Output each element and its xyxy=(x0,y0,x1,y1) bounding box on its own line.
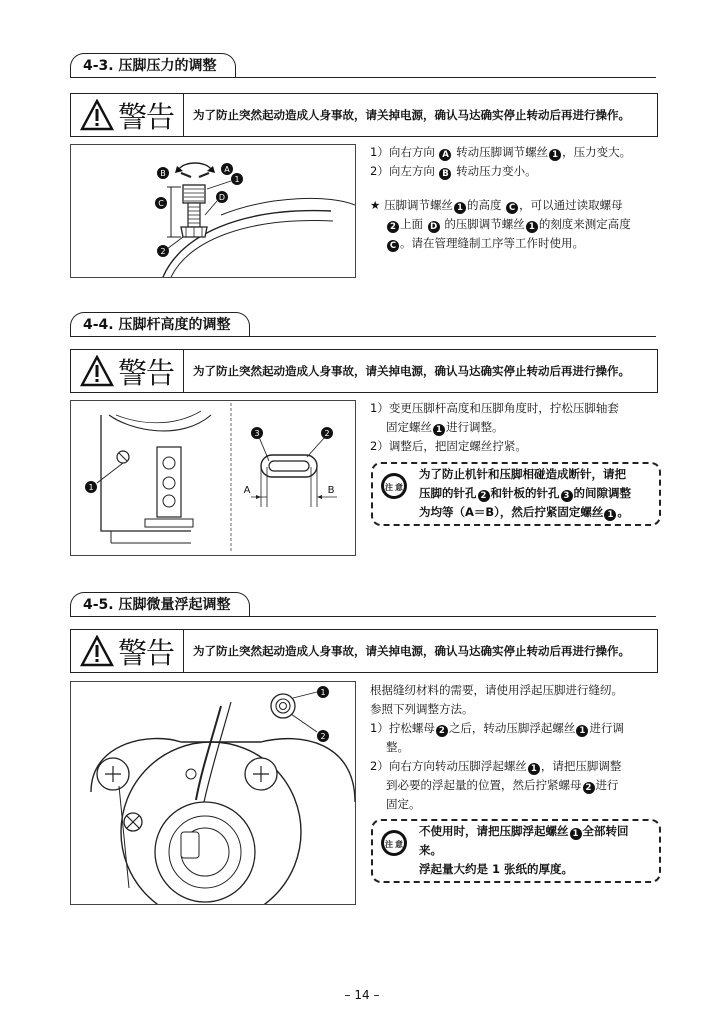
warning-banner xyxy=(70,93,658,137)
caution-note xyxy=(371,819,661,883)
label-2: 2 xyxy=(320,732,326,741)
svg-text:注: 注 xyxy=(385,840,393,849)
label-d: D xyxy=(218,193,226,202)
label-1: 1 xyxy=(234,175,240,184)
warning-triangle-icon xyxy=(80,355,114,387)
figure-presser-bar-height xyxy=(70,400,356,556)
warning-label: 警告 xyxy=(117,635,174,670)
section-title-4-3: 4-3. 压脚压力的调整 xyxy=(70,53,236,78)
label-2: 2 xyxy=(324,429,330,438)
presser-float-illustration xyxy=(71,682,355,904)
presser-pressure-illustration xyxy=(71,145,355,277)
section-4-3-text xyxy=(370,143,660,253)
step-2: 2）向左方向 B 转动压力变小。 xyxy=(370,164,537,179)
step-1: 1）拧松螺母 2 之后，转动压脚浮起螺丝 1 进行调 xyxy=(370,721,624,736)
svg-text:意: 意 xyxy=(395,483,403,492)
caution-note-text: 为了防止机针和压脚相碰造成断针，请把 压脚的针孔 2 和针板的针孔 3 的间隙调整 为均等（A＝B），然后拧紧固定螺丝 1 。 xyxy=(419,467,631,520)
star-note-line-2: 2 上面 D 的压脚调节螺丝 1 的刻度来测定高度 xyxy=(370,215,660,234)
step-2-cont-2: 固定。 xyxy=(386,797,421,811)
section-4-4-text xyxy=(370,399,660,456)
intro-line-1: 根据缝纫材料的需要，请使用浮起压脚进行缝纫。 xyxy=(370,683,623,697)
figure-presser-float xyxy=(70,681,356,905)
figure-presser-pressure xyxy=(70,144,356,278)
star-note-line-3: C 。请在管理缝制工序等工作时使用。 xyxy=(370,234,660,253)
label-1: 1 xyxy=(320,688,326,697)
warning-label: 警告 xyxy=(117,355,174,390)
intro-line-2: 参照下列调整方法。 xyxy=(370,702,474,716)
step-1-cont: 固定螺丝 1 进行调整。 xyxy=(386,420,504,435)
warning-banner xyxy=(70,629,658,673)
step-2: 2）向右方向转动压脚浮起螺丝 1 ，请把压脚调整 xyxy=(370,759,622,774)
warning-text: 为了防止突然起动造成人身事故，请关掉电源，确认马达确实停止转动后再进行操作。 xyxy=(193,364,630,378)
section-rule xyxy=(70,77,656,78)
label-1: 1 xyxy=(88,483,94,492)
warning-badge xyxy=(71,630,184,672)
warning-badge xyxy=(71,350,184,392)
svg-text:注: 注 xyxy=(385,483,393,492)
warning-label: 警告 xyxy=(117,99,174,134)
warning-badge xyxy=(71,94,184,136)
label-c: C xyxy=(158,199,164,208)
section-4-5-text xyxy=(370,681,662,814)
warning-triangle-icon xyxy=(80,99,114,131)
caution-icon xyxy=(379,828,409,858)
warning-triangle-icon xyxy=(80,635,114,667)
page-number: – 14 – xyxy=(344,988,380,1002)
label-a: A xyxy=(224,165,230,174)
step-1-cont: 整。 xyxy=(386,740,409,754)
label-a: A xyxy=(243,485,251,496)
warning-text: 为了防止突然起动造成人身事故，请关掉电源，确认马达确实停止转动后再进行操作。 xyxy=(193,108,630,122)
section-rule xyxy=(70,616,656,617)
star-note-line-1: ★ 压脚调节螺丝 1 的高度 C ，可以通过读取螺母 xyxy=(370,198,623,213)
caution-note-text: 不使用时，请把压脚浮起螺丝 1 全部转回 来。 浮起量大约是 1 张纸的厚度。 xyxy=(419,824,629,876)
section-rule xyxy=(70,336,656,337)
warning-banner xyxy=(70,349,658,393)
caution-icon xyxy=(379,471,409,501)
warning-text: 为了防止突然起动造成人身事故，请关掉电源，确认马达确实停止转动后再进行操作。 xyxy=(193,644,630,658)
label-2: 2 xyxy=(160,247,166,256)
section-title-4-5: 4-5. 压脚微量浮起调整 xyxy=(70,592,250,617)
caution-note xyxy=(371,462,661,526)
svg-text:意: 意 xyxy=(395,840,403,849)
label-3: 3 xyxy=(254,429,260,438)
step-2: 2）调整后，把固定螺丝拧紧。 xyxy=(370,439,527,453)
section-title-4-4: 4-4. 压脚杆高度的调整 xyxy=(70,312,250,337)
step-1: 1）向右方向 A 转动压脚调节螺丝 1 ，压力变大。 xyxy=(370,145,632,160)
presser-bar-illustration xyxy=(71,401,355,555)
label-b: B xyxy=(327,485,335,496)
step-1: 1）变更压脚杆高度和压脚角度时，拧松压脚轴套 xyxy=(370,401,619,415)
label-b: B xyxy=(160,169,166,178)
step-2-cont: 到必要的浮起量的位置，然后拧紧螺母 2 进行 xyxy=(386,778,619,793)
